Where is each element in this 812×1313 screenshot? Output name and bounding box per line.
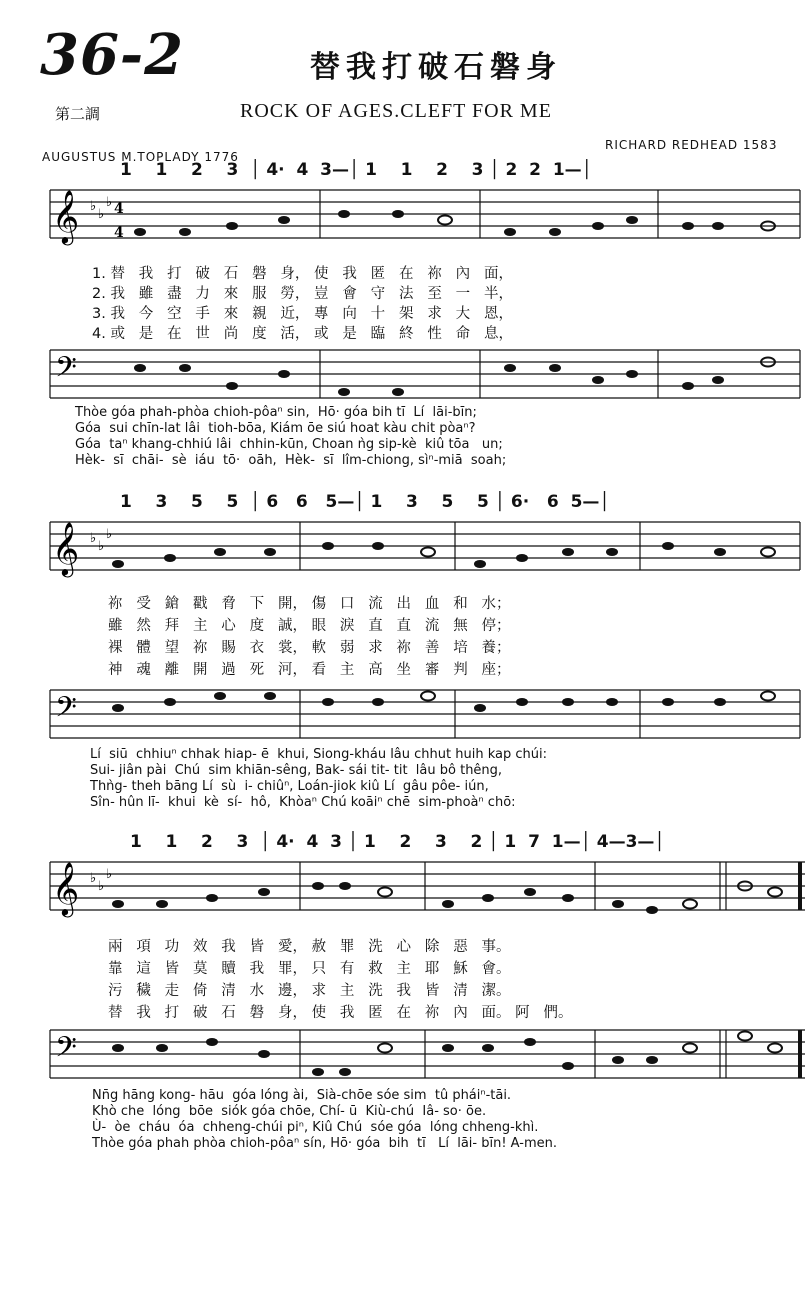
treble-clef-icon: 𝄞 [52,189,80,243]
treble-clef-icon: 𝄞 [52,521,80,575]
hymn-title: 替我打破石磐身 [310,50,562,85]
treble-staff [0,180,812,270]
hymn-number: 36-2 [40,22,185,88]
svg-text:4: 4 [114,225,124,241]
numbered-notation: 1 1 2 3 │ 4· 4 3—│ 1 1 2 3 │ 2 2 1—│ [120,160,592,180]
bass-clef-icon: 𝄢 [55,351,77,391]
svg-text:♭: ♭ [90,871,97,886]
bass-clef-icon: 𝄢 [55,691,77,731]
romanized-verse-2: Sui- jiân pài Chú sim khiān-sêng, Bak- sái tit- tit lâu bô thêng, [90,763,503,778]
svg-text:♭: ♭ [98,879,105,894]
svg-text:♭: ♭ [98,207,105,222]
bass-clef-icon: 𝄢 [55,1031,77,1071]
numbered-notation: 1 1 2 3 │ 4· 4 3 │ 1 2 3 2 │ 1 7 1—│ 4—3—│ [130,832,665,852]
hanzi-verse-4: 4. 或 是 在 世 尚 度 活， 或 是 臨 終 性 命 息， [92,326,513,342]
hanzi-verse-1: 1. 替 我 打 破 石 磐 身， 使 我 匿 在 祢 內 面， [92,266,513,282]
svg-text:♭: ♭ [90,531,97,546]
svg-text:♭: ♭ [98,539,105,554]
bass-staff [0,1020,812,1090]
romanized-verse-4: Sîn- hûn lī- khui kè sí- hô, Khòaⁿ Chú koāiⁿ chē sim-phoàⁿ chō: [90,795,516,810]
romanized-verse-2: Khò che lóng bōe siók góa chōe, Chí- ū Kiù-chú Iâ- so· ōe. [92,1104,487,1119]
hanzi-verse-1: 祢 受 鎗 戳 脅 下 開， 傷 口 流 出 血 和 水； [108,596,511,612]
hanzi-verse-3: 裸 體 望 祢 賜 衣 裳， 軟 弱 求 祢 善 培 養； [108,640,511,656]
hanzi-verse-2: 雖 然 拜 主 心 度 誠， 眼 淚 直 直 流 無 停； [108,618,511,634]
hanzi-verse-2: 靠 這 皆 莫 贖 我 罪， 只 有 救 主 耶 穌 會。 [108,961,511,977]
tune-label: 第二調 [55,105,101,123]
svg-text:♭: ♭ [106,527,113,542]
romanized-verse-4: Thòe góa phah phòa chioh-pôaⁿ sín, Hō· góa bih tī Lí lāi- bīn! A-men. [92,1136,558,1151]
treble-staff [0,512,812,587]
bass-staff [0,340,812,410]
romanized-verse-1: Thòe góa phah-phòa chioh-pôaⁿ sin, Hō· góa bih tī Lí lāi-bīn; [75,405,477,420]
hanzi-verse-1: 兩 項 功 效 我 皆 愛， 赦 罪 洗 心 除 惡 事。 [108,939,511,955]
romanized-verse-3: Góa taⁿ khang-chhiú lâi chhin-kūn, Choan ǹg sip-kè kiû tōa un; [75,437,503,452]
romanized-verse-1: Lí siū chhiuⁿ chhak hiap- ē khui, Siong-kháu lâu chhut huih kap chúi: [90,747,547,762]
hanzi-verse-3: 污 穢 走 倚 清 水 邊， 求 主 洗 我 皆 清 潔。 [108,983,511,999]
english-title: ROCK OF AGES.CLEFT FOR ME [240,100,552,122]
hanzi-verse-3: 3. 我 今 空 手 來 親 近， 專 向 十 架 求 大 恩， [92,306,513,322]
romanized-verse-3: Thǹg- theh bāng Lí sù i- chiûⁿ, Loán-jiok kiû Lí gâu pôe- iún, [90,779,489,794]
composer-credit: RICHARD REDHEAD 1583 [605,138,778,152]
romanized-verse-4: Hèk- sī chāi- sè iáu tō· oāh, Hèk- sī lîm-chiong, sìⁿ-miā soah; [75,453,507,468]
bass-staff [0,680,812,750]
treble-clef-icon: 𝄞 [52,861,80,915]
romanized-verse-1: Nn̄g hāng kong- hāu góa lóng ài, Sià-chōe sóe sim tû pháiⁿ-tāi. [92,1088,512,1103]
svg-text:♭: ♭ [90,199,97,214]
svg-text:♭: ♭ [106,867,113,882]
svg-text:♭: ♭ [106,195,113,210]
romanized-verse-2: Góa sui chīn-lat lâi tioh-bōa, Kiám ōe siú hoat kàu chit pòaⁿ? [75,421,476,436]
hanzi-verse-2: 2. 我 雖 盡 力 來 服 勞， 豈 會 守 法 至 一 半， [92,286,513,302]
hanzi-verse-4: 替 我 打 破 石 磐 身， 使 我 匿 在 祢 內 面。 阿 們。 [108,1005,573,1021]
numbered-notation: 1 3 5 5 │ 6 6 5—│ 1 3 5 5 │ 6· 6 5—│ [120,492,610,512]
treble-staff [0,852,812,927]
lyricist-credit: AUGUSTUS M.TOPLADY 1776 [42,150,239,164]
hanzi-verse-4: 神 魂 離 開 過 死 河， 看 主 高 坐 審 判 座； [108,662,511,678]
romanized-verse-3: Ù- òe cháu óa chheng-chúi piⁿ, Kiû Chú sóe góa lóng chheng-khì. [92,1120,539,1135]
svg-text:4: 4 [114,201,124,217]
